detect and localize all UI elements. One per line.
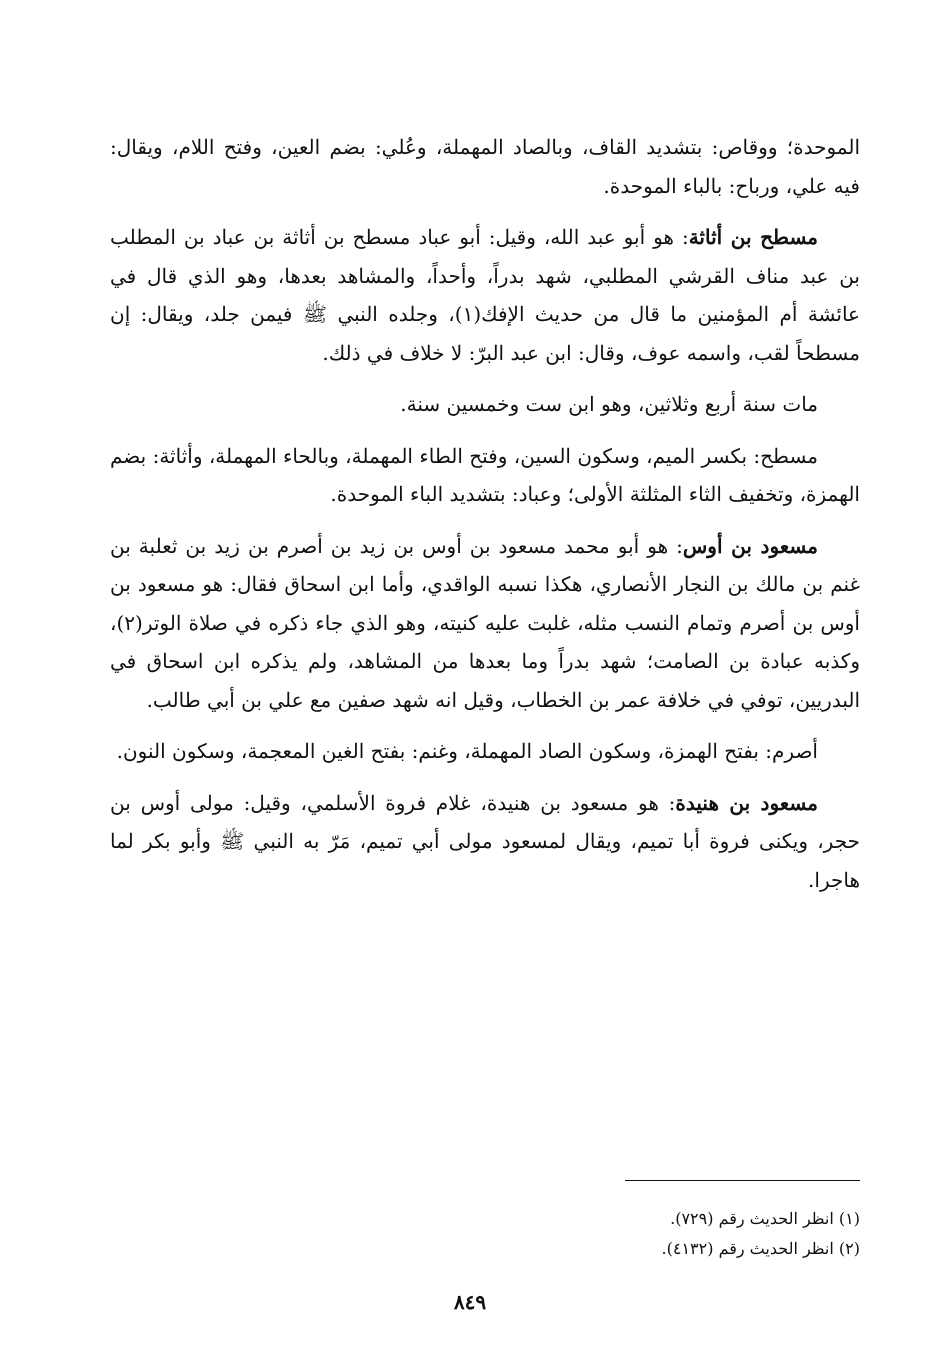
paragraph-6-text: أصرم: بفتح الهمزة، وسكون الصاد المهملة، وغنم: بفتح الغين المعجمة، وسكون النون.: [116, 739, 818, 763]
footnote-2: (٢) انظر الحديث رقم (٤١٣٢).: [661, 1239, 860, 1258]
paragraph-3-text: مات سنة أربع وثلاثين، وهو ابن ست وخمسين سنة.: [400, 392, 818, 416]
entry-term-mistah: مسطح بن أثاثة: [688, 225, 818, 249]
paragraph-3: [110, 385, 860, 424]
paragraph-4: [110, 437, 860, 514]
paragraph-7-text: : هو مسعود بن هنيدة، غلام فروة الأسلمي، وقيل: مولى أوس بن حجر، ويكنى فروة أبا تميم، ويقال لمسعود مولى أبي تميم، مَرّ به النبي ﷺ وأبو بكر لما هاجرا.: [110, 790, 860, 892]
paragraph-4-text: مسطح: بكسر الميم، وسكون السين، وفتح الطاء المهملة، وبالحاء المهملة، وأثاثة: بضم الهمزة، وتخفيف الثاء المثلثة الأولى؛ وعباد: بتشديد الباء الموحدة.: [110, 443, 860, 506]
footnotes: [110, 1204, 860, 1264]
paragraph-1-text: الموحدة؛ ووقاص: بتشديد القاف، وبالصاد المهملة، وعُلي: بضم العين، وفتح اللام، ويقال: فيه علي، ورباح: بالباء الموحدة.: [110, 135, 861, 198]
paragraph-7: [110, 784, 860, 900]
main-text: [110, 128, 860, 899]
paragraph-5-text: : هو أبو محمد مسعود بن أوس بن زيد بن أصرم بن زيد بن ثعلبة بن غنم بن مالك بن النجار الأنصاري، هكذا نسبه الواقدي، وأما ابن اسحاق فقال: هو مسعود بن أوس بن أصرم وتمام النسب مثله، غلبت عليه كنيته، وهو الذي جاء ذكره في صلاة الوتر(٢)، وكذبه عبادة بن الصامت؛ شهد بدراً وما بعدها من المشاهد، ولم يذكره ابن اسحاق في البدريين، توفي في خلافة عمر بن الخطاب، وقيل انه شهد صفين مع علي بن أبي طالب.: [110, 533, 860, 712]
paragraph-2: [110, 218, 860, 372]
paragraph-2-text: : هو أبو عبد الله، وقيل: أبو عباد مسطح بن أثاثة بن عباد بن المطلب بن عبد مناف القرشي المطلبي، شهد بدراً، وأحداً، والمشاهد بعدها، وهو الذي قال في عائشة أم المؤمنين ما قال من حديث الإفك(١)، وجلده النبي ﷺ فيمن جلد، ويقال: إن مسطحاً لقب، واسمه عوف، وقال: ابن عبد البرّ: لا خلاف في ذلك.: [110, 225, 860, 365]
paragraph-5: [110, 527, 860, 720]
footnote-1: (١) انظر الحديث رقم (٧٢٩).: [670, 1209, 860, 1228]
paragraph-6: [110, 732, 860, 771]
footnote-divider: [625, 1180, 860, 1181]
page-number: ٨٤٩: [453, 1290, 487, 1314]
entry-term-masud-ibn-hunayda: مسعود بن هنيدة: [675, 790, 818, 815]
paragraph-1: [110, 128, 860, 205]
entry-term-masud-ibn-aws: مسعود بن أوس: [682, 533, 818, 558]
